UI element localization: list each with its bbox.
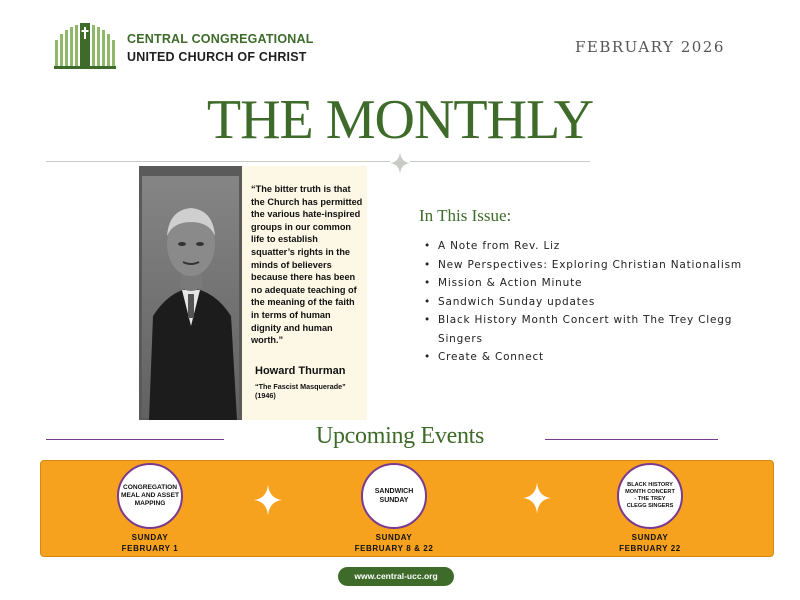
org-name-line1: CENTRAL CONGREGATIONAL bbox=[127, 32, 314, 46]
quote-author: Howard Thurman bbox=[255, 365, 346, 377]
issue-list bbox=[420, 237, 780, 367]
issue-item-create-connect: • Create & Connect bbox=[420, 348, 780, 367]
sparkle-icon bbox=[254, 484, 282, 516]
upcoming-events-heading: Upcoming Events bbox=[315, 423, 485, 449]
event-circle-black-history-concert bbox=[617, 463, 683, 529]
event-date-congregation-meal bbox=[80, 532, 220, 554]
organization-name bbox=[127, 30, 314, 66]
event-circle-congregation-meal bbox=[117, 463, 183, 529]
event-date-text: FEBRUARY 1 bbox=[121, 544, 179, 553]
event-label-congregation-meal: CONGREGATION MEAL AND ASSET MAPPING bbox=[120, 483, 179, 508]
newsletter-title: THE MONTHLY bbox=[206, 89, 594, 151]
sparkle-icon bbox=[523, 482, 551, 514]
event-date-sandwich-sunday bbox=[324, 532, 464, 554]
title-divider-right bbox=[410, 161, 590, 162]
event-date-text: FEBRUARY 22 bbox=[619, 544, 681, 553]
howard-thurman-portrait bbox=[139, 166, 242, 420]
event-day: SUNDAY bbox=[631, 533, 669, 542]
website-link-button[interactable]: www.central-ucc.org bbox=[338, 567, 454, 586]
event-day: SUNDAY bbox=[375, 533, 413, 542]
event-date-black-history-concert bbox=[580, 532, 720, 554]
event-label-black-history-concert: BLACK HISTORY MONTH CONCERT - THE TREY CLEGG SINGERS bbox=[625, 482, 675, 509]
title-divider-left bbox=[46, 161, 390, 162]
event-circle-sandwich-sunday bbox=[361, 463, 427, 529]
feature-quote-text: “The bitter truth is that the Church has permitted the various hate-inspired groups in our common life to establish squatter’s rights in the minds of believers because there has been no adequate teaching of the meaning of the faith in terms of human dignity and human worth.” bbox=[251, 184, 363, 346]
issue-item-new-perspectives: • New Perspectives: Exploring Christian Nationalism bbox=[420, 256, 780, 275]
sparkle-icon bbox=[390, 152, 410, 174]
issue-item-rev-liz-note: • A Note from Rev. Liz bbox=[420, 237, 780, 256]
feature-quote-card bbox=[139, 166, 367, 420]
in-this-issue-heading: In This Issue: bbox=[419, 206, 512, 225]
issue-item-mission-action: • Mission & Action Minute bbox=[420, 274, 780, 293]
quote-source: “The Fascist Masquerade” (1946) bbox=[255, 382, 346, 400]
issue-item-sandwich-sunday: • Sandwich Sunday updates bbox=[420, 293, 780, 312]
event-date-text: FEBRUARY 8 & 22 bbox=[354, 544, 434, 553]
org-name-line2: UNITED CHURCH OF CHRIST bbox=[127, 50, 307, 64]
event-day: SUNDAY bbox=[131, 533, 169, 542]
issue-item-concert: • Black History Month Concert with The Trey Clegg Singers bbox=[420, 311, 780, 348]
event-label-sandwich-sunday: SANDWICH SUNDAY bbox=[374, 488, 414, 504]
church-logo bbox=[52, 22, 118, 72]
issue-date: FEBRUARY 2026 bbox=[575, 38, 725, 56]
